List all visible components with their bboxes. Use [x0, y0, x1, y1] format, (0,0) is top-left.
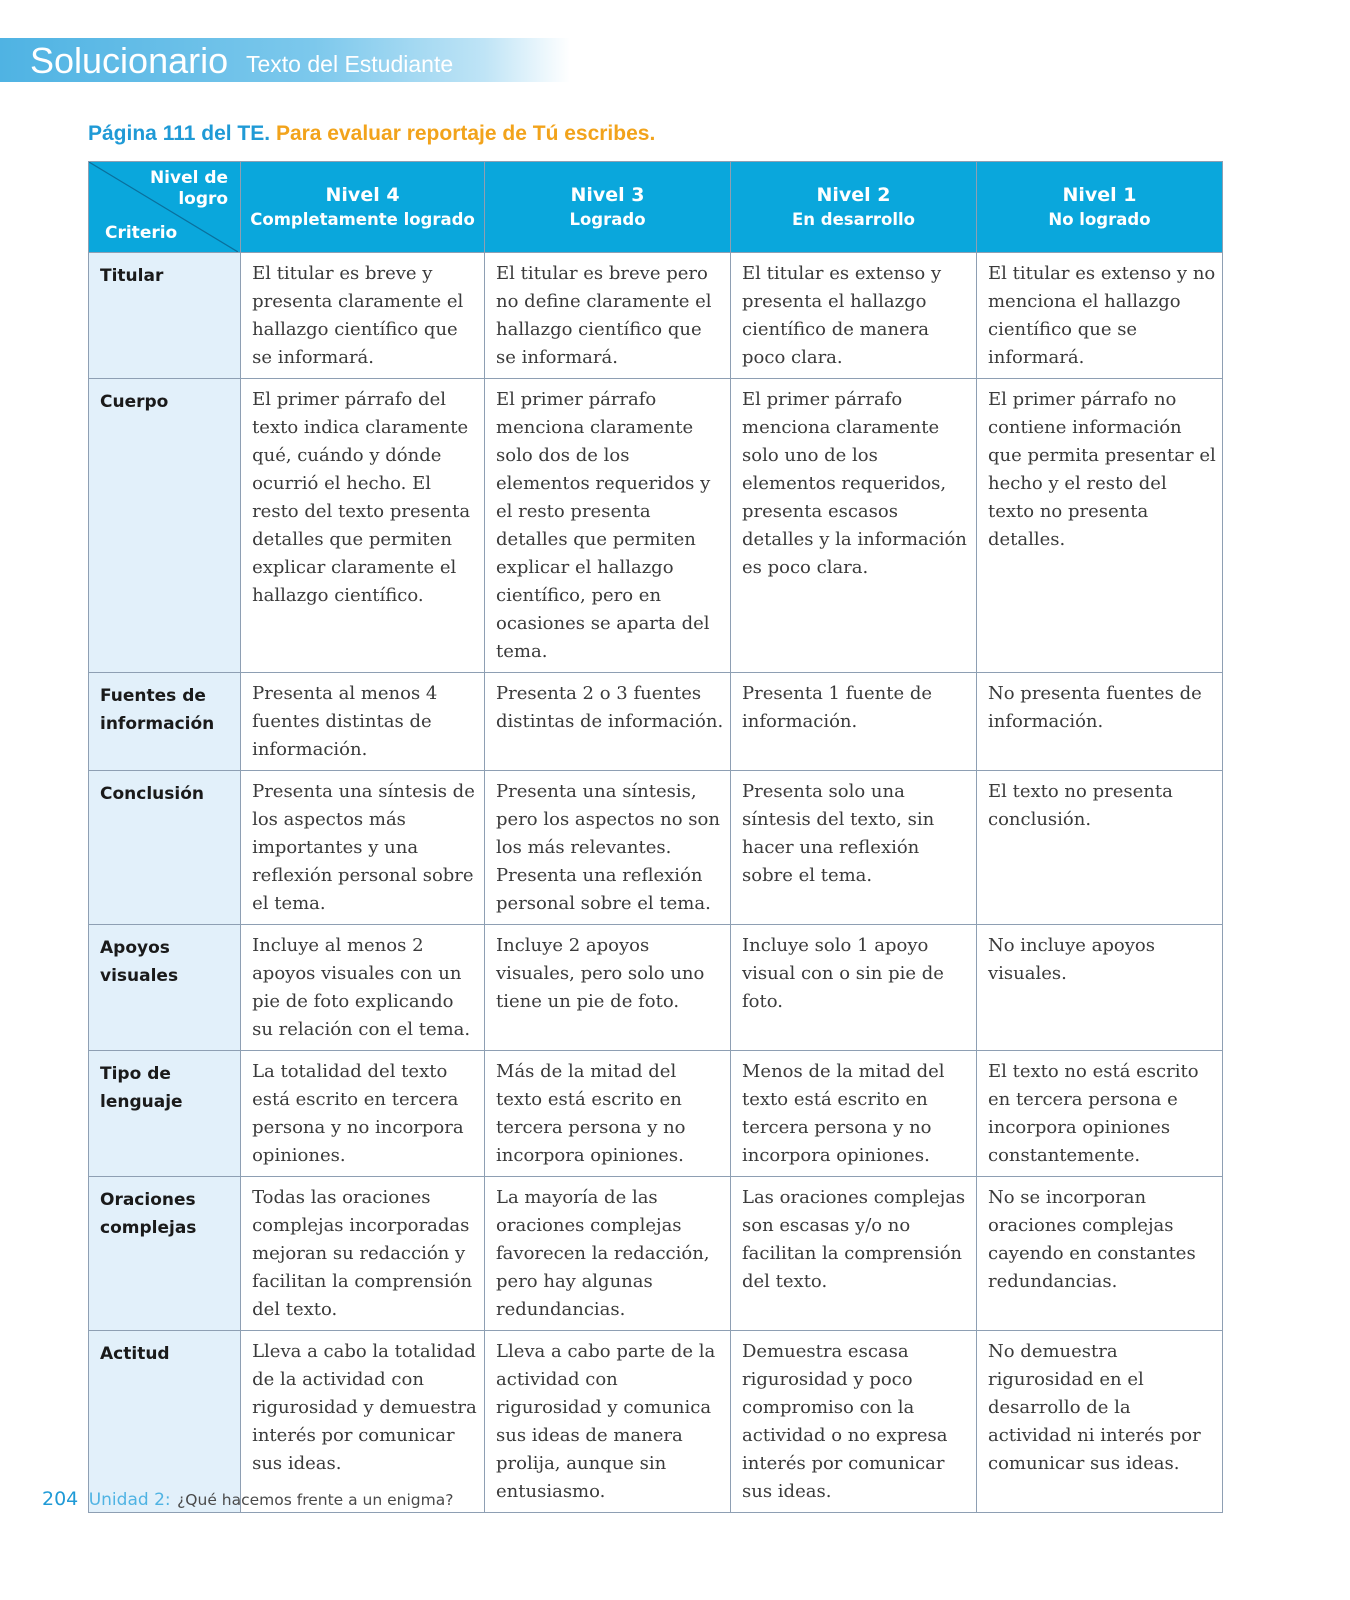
table-row [89, 1177, 1223, 1331]
rubric-cell: No se incorporan oraciones complejas cayendo en constantes redundancias. [976, 1177, 1222, 1331]
rubric-cell: Más de la mitad del texto está escrito en tercera persona y no incorpora opiniones. [485, 1051, 731, 1177]
rubric-cell: Menos de la mitad del texto está escrito en tercera persona y no incorpora opiniones. [731, 1051, 977, 1177]
level-header-2 [731, 162, 977, 253]
level-desc: Completamente logrado [250, 210, 475, 229]
criterion-cell: Tipo de lenguaje [89, 1051, 241, 1177]
rubric-cell: No demuestra rigurosidad en el desarrollo de la actividad ni interés por comunicar sus ideas. [976, 1331, 1222, 1513]
corner-nivel-line1: Nivel de [149, 168, 229, 188]
rubric-cell: Presenta solo una síntesis del texto, sin hacer una reflexión sobre el tema. [731, 771, 977, 925]
header-banner [0, 38, 570, 82]
rubric-cell: Presenta 2 o 3 fuentes distintas de información. [485, 673, 731, 771]
level-desc: Logrado [569, 210, 646, 229]
rubric-cell: El texto no presenta conclusión. [976, 771, 1222, 925]
table-row [89, 379, 1223, 673]
rubric-cell: La mayoría de las oraciones complejas favorecen la redacción, pero hay algunas redundancias. [485, 1177, 731, 1331]
rubric-cell: Las oraciones complejas son escasas y/o no facilitan la comprensión del texto. [731, 1177, 977, 1331]
criterion-cell: Actitud [89, 1331, 241, 1513]
rubric-cell: Demuestra escasa rigurosidad y poco compromiso con la actividad o no expresa interés por comunicar sus ideas. [731, 1331, 977, 1513]
rubric-cell: No incluye apoyos visuales. [976, 925, 1222, 1051]
rubric-cell: El texto no está escrito en tercera persona e incorpora opiniones constantemente. [976, 1051, 1222, 1177]
corner-header [89, 162, 241, 253]
header-title: Solucionario [30, 40, 229, 81]
rubric-purpose: Para evaluar reportaje de Tú escribes. [275, 122, 656, 145]
rubric-cell: Incluye solo 1 apoyo visual con o sin pie de foto. [731, 925, 977, 1051]
rubric-cell: Todas las oraciones complejas incorporadas mejoran su redacción y facilitan la comprensión del texto. [241, 1177, 485, 1331]
rubric-cell: El titular es breve y presenta claramente el hallazgo científico que se informará. [241, 253, 485, 379]
rubric-cell: Presenta 1 fuente de información. [731, 673, 977, 771]
rubric-cell: La totalidad del texto está escrito en tercera persona y no incorpora opiniones. [241, 1051, 485, 1177]
criterion-cell: Titular [89, 253, 241, 379]
rubric-cell: El primer párrafo del texto indica claramente qué, cuándo y dónde ocurrió el hecho. El resto del texto presenta detalles que permiten explicar claramente el hallazgo científico. [241, 379, 485, 673]
rubric-cell: No presenta fuentes de información. [976, 673, 1222, 771]
table-row [89, 673, 1223, 771]
header-row [89, 162, 1223, 253]
unit-question: ¿Qué hacemos frente a un enigma? [177, 1491, 454, 1509]
corner-nivel-label [150, 168, 228, 210]
rubric-cell: Presenta una síntesis de los aspectos más importantes y una reflexión personal sobre el tema. [241, 771, 485, 925]
page-number: 204 [42, 1488, 79, 1510]
level-header-4 [241, 162, 485, 253]
rubric-cell: El titular es extenso y no menciona el hallazgo científico que se informará. [976, 253, 1222, 379]
rubric-cell: El titular es extenso y presenta el hallazgo científico de manera poco clara. [731, 253, 977, 379]
criterion-cell: Conclusión [89, 771, 241, 925]
criterion-cell: Apoyos visuales [89, 925, 241, 1051]
rubric-table [88, 161, 1223, 1513]
level-header-1 [976, 162, 1222, 253]
table-row [89, 925, 1223, 1051]
rubric-cell: Presenta una síntesis, pero los aspectos no son los más relevantes. Presenta una reflexión personal sobre el tema. [485, 771, 731, 925]
rubric-cell: Incluye al menos 2 apoyos visuales con un pie de foto explicando su relación con el tema. [241, 925, 485, 1051]
table-row [89, 1051, 1223, 1177]
header-subtitle: Texto del Estudiante [246, 51, 454, 77]
criterion-cell: Oraciones complejas [89, 1177, 241, 1331]
criterion-cell: Cuerpo [89, 379, 241, 673]
rubric-cell: Incluye 2 apoyos visuales, pero solo uno tiene un pie de foto. [485, 925, 731, 1051]
table-row [89, 253, 1223, 379]
level-name: Nivel 1 [1062, 184, 1137, 206]
level-name: Nivel 3 [570, 184, 645, 206]
section-heading [88, 122, 655, 146]
level-name: Nivel 4 [325, 184, 400, 206]
rubric-cell: Lleva a cabo la totalidad de la actividad con rigurosidad y demuestra interés por comunicar sus ideas. [241, 1331, 485, 1513]
criterion-cell: Fuentes de información [89, 673, 241, 771]
unit-label: Unidad 2: [88, 1490, 171, 1510]
rubric-cell: Lleva a cabo parte de la actividad con rigurosidad y comunica sus ideas de manera prolija, aunque sin entusiasmo. [485, 1331, 731, 1513]
level-desc: No logrado [1048, 210, 1151, 229]
rubric-cell: El primer párrafo menciona claramente solo dos de los elementos requeridos y el resto presenta detalles que permiten explicar el hallazgo científico, pero en ocasiones se aparta del tema. [485, 379, 731, 673]
rubric-cell: El titular es breve pero no define claramente el hallazgo científico que se informará. [485, 253, 731, 379]
rubric-cell: Presenta al menos 4 fuentes distintas de información. [241, 673, 485, 771]
page-reference: Página 111 del TE. [88, 122, 271, 145]
level-desc: En desarrollo [792, 210, 915, 229]
level-name: Nivel 2 [816, 184, 891, 206]
corner-criterio-label: Criterio [105, 223, 178, 243]
table-row [89, 1331, 1223, 1513]
table-row [89, 771, 1223, 925]
rubric-cell: El primer párrafo no contiene información que permita presentar el hecho y el resto del texto no presenta detalles. [976, 379, 1222, 673]
page-footer [42, 1488, 453, 1510]
level-header-3 [485, 162, 731, 253]
rubric-cell: El primer párrafo menciona claramente solo uno de los elementos requeridos, presenta escasos detalles y la información es poco clara. [731, 379, 977, 673]
corner-nivel-line2: logro [178, 189, 229, 209]
